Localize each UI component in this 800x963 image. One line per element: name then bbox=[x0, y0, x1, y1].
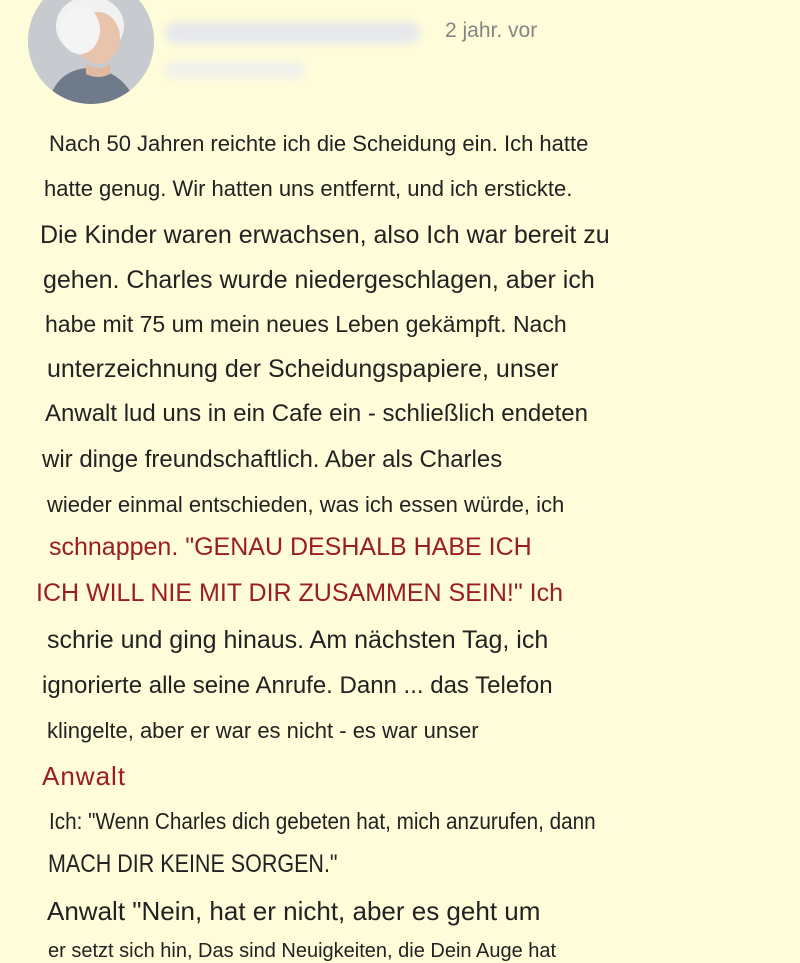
user-subtitle bbox=[165, 62, 305, 78]
user-portrait-icon bbox=[28, 0, 154, 104]
post-text-line: ignorierte alle seine Anrufe. Dann ... das Telefon bbox=[42, 672, 553, 699]
post-text-line: wir dinge freundschaftlich. Aber als Charles bbox=[42, 446, 503, 473]
avatar[interactable] bbox=[28, 0, 154, 104]
highlighted-word: Anwalt bbox=[42, 761, 127, 791]
post-text-line: schrie und ging hinaus. Am nächsten Tag, ich bbox=[47, 626, 549, 654]
post-text-line: er setzt sich hin, Das sind Neuigkeiten, die Dein Auge hat bbox=[48, 940, 557, 962]
post-text-line: Die Kinder waren erwachsen, also Ich war bereit zu bbox=[40, 221, 610, 249]
user-name[interactable] bbox=[165, 22, 420, 44]
highlighted-quote-line: ICH WILL NIE MIT DIR ZUSAMMEN SEIN!" Ich bbox=[36, 579, 563, 607]
post-text-line: wieder einmal entschieden, was ich essen würde, ich bbox=[47, 492, 565, 517]
post-text-line: klingelte, aber er war es nicht - es war unser bbox=[47, 718, 479, 743]
post-text-line: Ich: "Wenn Charles dich gebeten hat, mich anzurufen, dann bbox=[49, 808, 596, 834]
post-text-line: habe mit 75 um mein neues Leben gekämpft. Nach bbox=[45, 311, 567, 337]
post-text-line: MACH DIR KEINE SORGEN." bbox=[48, 850, 338, 878]
post-text-line: gehen. Charles wurde niedergeschlagen, aber ich bbox=[43, 266, 595, 294]
post-text-line: Nach 50 Jahren reichte ich die Scheidung ein. Ich hatte bbox=[49, 131, 589, 156]
post-text-line: hatte genug. Wir hatten uns entfernt, und ich erstickte. bbox=[44, 176, 573, 201]
post-text-line: unterzeichnung der Scheidungspapiere, unser bbox=[47, 355, 559, 383]
post-timestamp[interactable]: 2 jahr. vor bbox=[445, 19, 538, 42]
post-text-line: Anwalt "Nein, hat er nicht, aber es geht um bbox=[47, 896, 541, 926]
highlighted-quote-line: schnappen. "GENAU DESHALB HABE ICH bbox=[49, 533, 532, 561]
post-text-line: Anwalt lud uns in ein Cafe ein - schließlich endeten bbox=[45, 400, 588, 427]
